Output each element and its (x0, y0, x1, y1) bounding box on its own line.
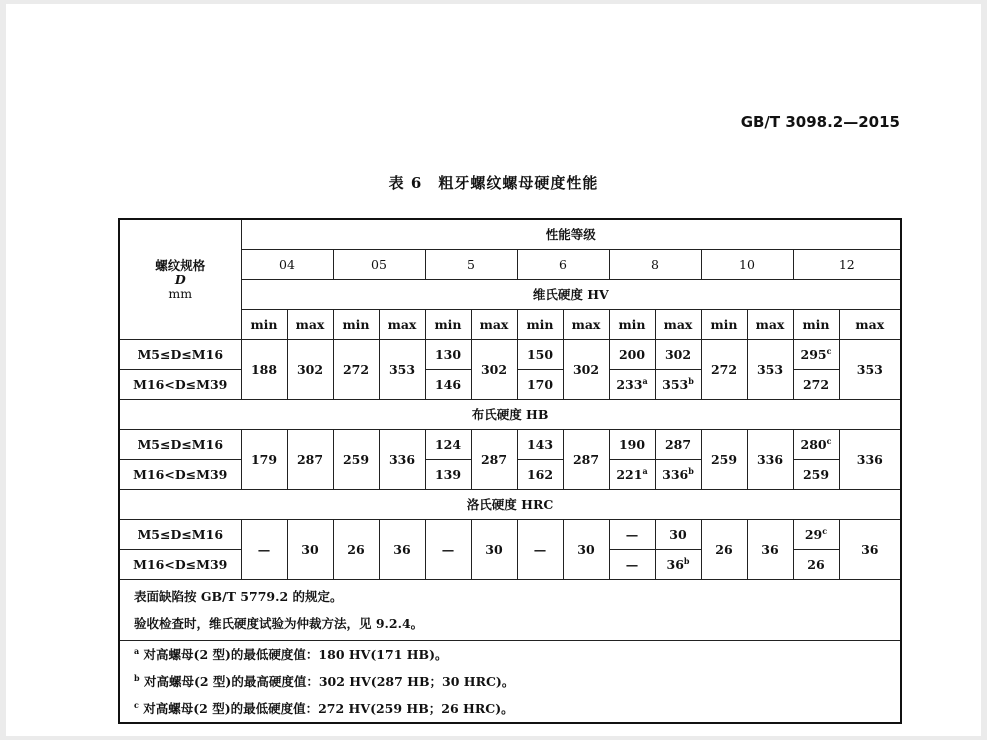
cell: 272 (333, 340, 379, 400)
footnote-a (134, 641, 900, 668)
cell: 336 (747, 430, 793, 490)
grade-05: 05 (333, 250, 425, 280)
cell: — (609, 520, 655, 550)
min-label: min (609, 310, 655, 340)
spec-header-symbol: D (174, 271, 186, 287)
grade-6: 6 (517, 250, 609, 280)
row-spec-m16-m39: M16<D≤M39 (119, 460, 241, 490)
cell: 179 (241, 430, 287, 490)
note-line: 验收检查时，维氏硬度试验为仲裁方法，见 9.2.4。 (134, 616, 424, 631)
cell (655, 460, 701, 490)
max-label: max (839, 310, 901, 340)
standard-number: GB/T 3098.2—2015 (740, 113, 900, 131)
cell: 30 (563, 520, 609, 580)
cell: 143 (517, 430, 563, 460)
cell: 130 (425, 340, 471, 370)
section-title-hv-header: 维氏硬度 HV (241, 280, 901, 310)
max-label: max (563, 310, 609, 340)
min-label: min (701, 310, 747, 340)
footnote-mark: b (134, 672, 140, 683)
cell (655, 370, 701, 400)
row-spec-m5-m16: M5≤D≤M16 (119, 340, 241, 370)
footnote-mark: a (642, 375, 648, 386)
cell: 188 (241, 340, 287, 400)
cell: 287 (655, 430, 701, 460)
max-label: max (471, 310, 517, 340)
cell: 26 (333, 520, 379, 580)
max-label: max (655, 310, 701, 340)
footnotes-cell (119, 641, 901, 724)
cell-value: 36 (666, 556, 684, 572)
cell: 139 (425, 460, 471, 490)
table-row (119, 430, 901, 460)
cell: 272 (701, 340, 747, 400)
footnote-mark: b (688, 465, 694, 476)
grade-group-header: 性能等级 (241, 219, 901, 250)
cell: 162 (517, 460, 563, 490)
footnote-text: 对高螺母(2 型)的最低硬度值：272 HV(259 HB；26 HRC)。 (143, 701, 514, 716)
cell: 287 (471, 430, 517, 490)
row-spec-m5-m16: M5≤D≤M16 (119, 430, 241, 460)
grade-10: 10 (701, 250, 793, 280)
footnote-mark: b (688, 375, 694, 386)
spec-header-label: 螺纹规格 (155, 257, 206, 273)
notes-cell (119, 580, 901, 641)
row-spec-m16-m39: M16<D≤M39 (119, 550, 241, 580)
note-line: 表面缺陷按 GB/T 5779.2 的规定。 (134, 589, 343, 604)
cell: 302 (563, 340, 609, 400)
cell: 30 (655, 520, 701, 550)
cell: 26 (793, 550, 839, 580)
cell: 36 (379, 520, 425, 580)
table-row (119, 340, 901, 370)
cell: 336 (379, 430, 425, 490)
cell: — (609, 550, 655, 580)
min-label: min (333, 310, 379, 340)
cell-value: 336 (662, 466, 689, 482)
min-label: min (793, 310, 839, 340)
spec-header-unit: mm (168, 285, 193, 301)
row-spec-m5-m16: M5≤D≤M16 (119, 520, 241, 550)
cell (793, 520, 839, 550)
cell: 353 (839, 340, 901, 400)
max-label: max (287, 310, 333, 340)
min-label: min (425, 310, 471, 340)
row-spec-m16-m39: M16<D≤M39 (119, 370, 241, 400)
footnote-mark: a (134, 645, 140, 656)
cell: 302 (287, 340, 333, 400)
cell: 30 (287, 520, 333, 580)
cell: 302 (471, 340, 517, 400)
cell: 36 (747, 520, 793, 580)
cell: 302 (655, 340, 701, 370)
footnote-mark: b (683, 555, 690, 566)
cell-value: 233 (616, 376, 643, 392)
cell: 259 (701, 430, 747, 490)
cell: 190 (609, 430, 655, 460)
cell (793, 430, 839, 460)
cell (793, 340, 839, 370)
footnote-mark: c (826, 345, 832, 356)
cell: — (425, 520, 471, 580)
cell: 146 (425, 370, 471, 400)
section-title-hrc: 洛氏硬度 HRC (119, 490, 901, 520)
table-caption: 表 6 粗牙螺纹螺母硬度性能 (388, 174, 599, 192)
min-label: min (241, 310, 287, 340)
footnote-mark: a (642, 465, 648, 476)
cell: 200 (609, 340, 655, 370)
footnote-b (134, 668, 900, 695)
cell (609, 370, 655, 400)
cell-value: 353 (662, 376, 689, 392)
grade-04: 04 (241, 250, 333, 280)
cell: — (517, 520, 563, 580)
table-row (119, 520, 901, 550)
cell: 353 (379, 340, 425, 400)
cell: 353 (747, 340, 793, 400)
cell: 36 (839, 520, 901, 580)
grade-12: 12 (793, 250, 901, 280)
cell-value: 221 (616, 466, 643, 482)
cell: 124 (425, 430, 471, 460)
footnote-text: 对高螺母(2 型)的最高硬度值：302 HV(287 HB；30 HRC)。 (143, 674, 515, 689)
footnote-text: 对高螺母(2 型)的最低硬度值：180 HV(171 HB)。 (143, 647, 448, 662)
cell (655, 550, 701, 580)
cell: 150 (517, 340, 563, 370)
grade-5: 5 (425, 250, 517, 280)
max-label: max (379, 310, 425, 340)
max-label: max (747, 310, 793, 340)
cell-value: 295 (800, 346, 827, 362)
hardness-table (118, 218, 902, 724)
footnote-mark: c (822, 525, 828, 536)
cell (609, 460, 655, 490)
cell: 287 (287, 430, 333, 490)
cell: 259 (793, 460, 839, 490)
cell: 336 (839, 430, 901, 490)
cell: 170 (517, 370, 563, 400)
min-label: min (517, 310, 563, 340)
cell: 287 (563, 430, 609, 490)
cell: 272 (793, 370, 839, 400)
cell: — (241, 520, 287, 580)
section-title-hb: 布氏硬度 HB (119, 400, 901, 430)
cell: 259 (333, 430, 379, 490)
spec-header (119, 219, 241, 340)
cell-value: 280 (800, 436, 827, 452)
footnote-mark: c (826, 435, 832, 446)
cell: 30 (471, 520, 517, 580)
footnote-mark: c (134, 699, 139, 710)
cell-value: 29 (804, 526, 823, 542)
footnote-c (134, 695, 900, 722)
grade-8: 8 (609, 250, 701, 280)
cell: 26 (701, 520, 747, 580)
